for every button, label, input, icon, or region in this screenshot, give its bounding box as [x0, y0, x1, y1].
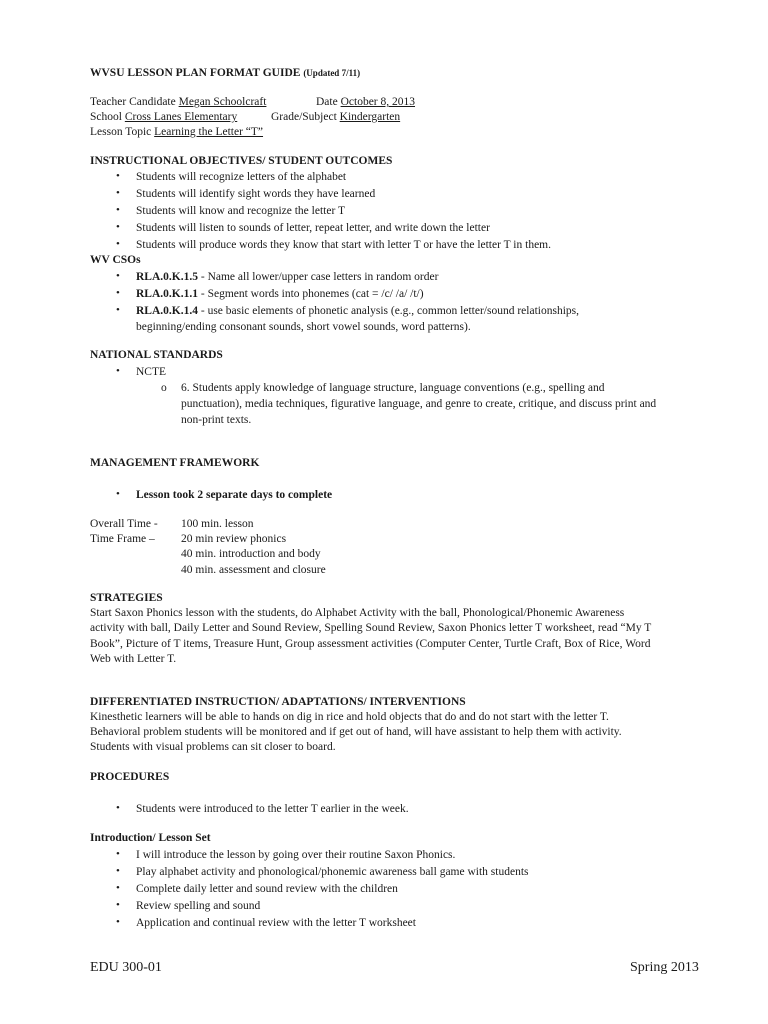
school-label: School — [90, 111, 122, 123]
school-line — [90, 110, 237, 125]
bullet-icon: • — [116, 488, 120, 500]
cso-code: RLA.0.K.1.1 — [136, 288, 198, 300]
strategies-line: Book”, Picture of T items, Treasure Hunt, Group assessment activities (Computer Center, Turtle Craft, Box of Rice, Word — [90, 638, 651, 650]
bullet-icon: • — [116, 365, 120, 377]
teacher-value: Megan Schoolcraft — [178, 96, 267, 108]
standard-line: 6. Students apply knowledge of language structure, language conventions (e.g., spelling and — [181, 382, 605, 394]
document-title — [90, 66, 360, 81]
differentiated-line: Students with visual problems can sit closer to board. — [90, 741, 336, 753]
topic-value: Learning the Letter “T” — [154, 126, 264, 138]
bullet-icon: • — [116, 287, 120, 299]
bullet-icon: • — [116, 187, 120, 199]
sub-bullet-icon: o — [161, 382, 167, 394]
list-item — [136, 270, 438, 285]
topic-line — [90, 125, 263, 140]
bullet-icon: • — [116, 238, 120, 250]
differentiated-line: Behavioral problem students will be monitored and if get out of hand, will have assistant to help them with activity. — [90, 726, 622, 738]
date-line — [316, 95, 415, 110]
bullet-icon: • — [116, 304, 120, 316]
national-heading: NATIONAL STANDARDS — [90, 349, 223, 361]
school-value: Cross Lanes Elementary — [124, 111, 238, 123]
cso-text: - use basic elements of phonetic analysis (e.g., common letter/sound relationships, — [197, 305, 579, 317]
list-item: Students will recognize letters of the alphabet — [136, 171, 347, 183]
intro-heading: Introduction/ Lesson Set — [90, 832, 211, 844]
list-item — [136, 304, 579, 319]
standard-line: non-print texts. — [181, 414, 252, 426]
date-label: Date — [316, 96, 338, 108]
bullet-icon: • — [116, 916, 120, 928]
bullet-icon: • — [116, 802, 120, 814]
bullet-icon: • — [116, 270, 120, 282]
strategies-line: Web with Letter T. — [90, 653, 177, 665]
differentiated-line: Kinesthetic learners will be able to hands on dig in rice and hold objects that do and do not start with the letter T. — [90, 711, 609, 723]
grade-value: Kindergarten — [339, 111, 401, 123]
date-value: October 8, 2013 — [340, 96, 416, 108]
teacher-line — [90, 95, 266, 110]
standard-line: punctuation), media techniques, figurative language, and genre to create, critique, and discuss print and — [181, 398, 657, 410]
overall-time-label: Overall Time - — [90, 518, 158, 530]
time-frame-value: 40 min. assessment and closure — [181, 564, 326, 576]
list-item — [136, 287, 424, 302]
management-heading: MANAGEMENT FRAMEWORK — [90, 457, 260, 469]
bullet-icon: • — [116, 848, 120, 860]
bullet-icon: • — [116, 882, 120, 894]
list-item: Review spelling and sound — [136, 900, 261, 912]
bullet-icon: • — [116, 865, 120, 877]
procedures-bullet: Students were introduced to the letter T earlier in the week. — [136, 803, 409, 815]
strategies-line: activity with ball, Daily Letter and Sound Review, Spelling Sound Review, Saxon Phonics letter T worksheet, read “My T — [90, 622, 652, 634]
grade-label: Grade/Subject — [271, 111, 337, 123]
list-item: Complete daily letter and sound review with the children — [136, 883, 398, 895]
cso-code: RLA.0.K.1.4 — [136, 305, 198, 317]
bullet-icon: • — [116, 899, 120, 911]
list-item: Students will identify sight words they have learned — [136, 188, 376, 200]
national-org: NCTE — [136, 366, 167, 378]
differentiated-heading: DIFFERENTIATED INSTRUCTION/ ADAPTATIONS/ INTERVENTIONS — [90, 696, 466, 708]
objectives-heading: INSTRUCTIONAL OBJECTIVES/ STUDENT OUTCOMES — [90, 155, 393, 167]
topic-label: Lesson Topic — [90, 126, 152, 138]
grade-line — [271, 110, 400, 125]
list-item: Students will produce words they know that start with letter T or have the letter T in them. — [136, 239, 551, 251]
cso-code: RLA.0.K.1.5 — [136, 271, 198, 283]
bullet-icon: • — [116, 204, 120, 216]
title-note: (Updated 7/11) — [303, 68, 361, 78]
time-frame-value: 20 min review phonics — [181, 533, 287, 545]
title-text: WVSU LESSON PLAN FORMAT GUIDE — [90, 67, 301, 79]
strategies-heading: STRATEGIES — [90, 592, 163, 604]
cso-text: - Segment words into phonemes (cat = /c/ /a/ /t/) — [197, 288, 424, 300]
bullet-icon: • — [116, 170, 120, 182]
list-item: Students will listen to sounds of letter, repeat letter, and write down the letter — [136, 222, 490, 234]
list-item: Students will know and recognize the letter T — [136, 205, 345, 217]
footer-term: Spring 2013 — [630, 960, 699, 975]
management-bullet: Lesson took 2 separate days to complete — [136, 489, 333, 501]
overall-time-value: 100 min. lesson — [181, 518, 254, 530]
list-item: Application and continual review with the letter T worksheet — [136, 917, 416, 929]
list-item: Play alphabet activity and phonological/phonemic awareness ball game with students — [136, 866, 529, 878]
csos-heading: WV CSOs — [90, 254, 141, 266]
procedures-heading: PROCEDURES — [90, 771, 170, 783]
cso-text: - Name all lower/upper case letters in random order — [197, 271, 439, 283]
list-item-continuation: beginning/ending consonant sounds, short vowel sounds, word patterns). — [136, 321, 471, 333]
strategies-line: Start Saxon Phonics lesson with the students, do Alphabet Activity with the ball, Phonological/Phonemic Awareness — [90, 607, 625, 619]
list-item: I will introduce the lesson by going over their routine Saxon Phonics. — [136, 849, 456, 861]
time-frame-value: 40 min. introduction and body — [181, 548, 321, 560]
time-frame-label: Time Frame – — [90, 533, 155, 545]
teacher-label: Teacher Candidate — [90, 96, 176, 108]
footer-course: EDU 300-01 — [90, 960, 162, 975]
bullet-icon: • — [116, 221, 120, 233]
